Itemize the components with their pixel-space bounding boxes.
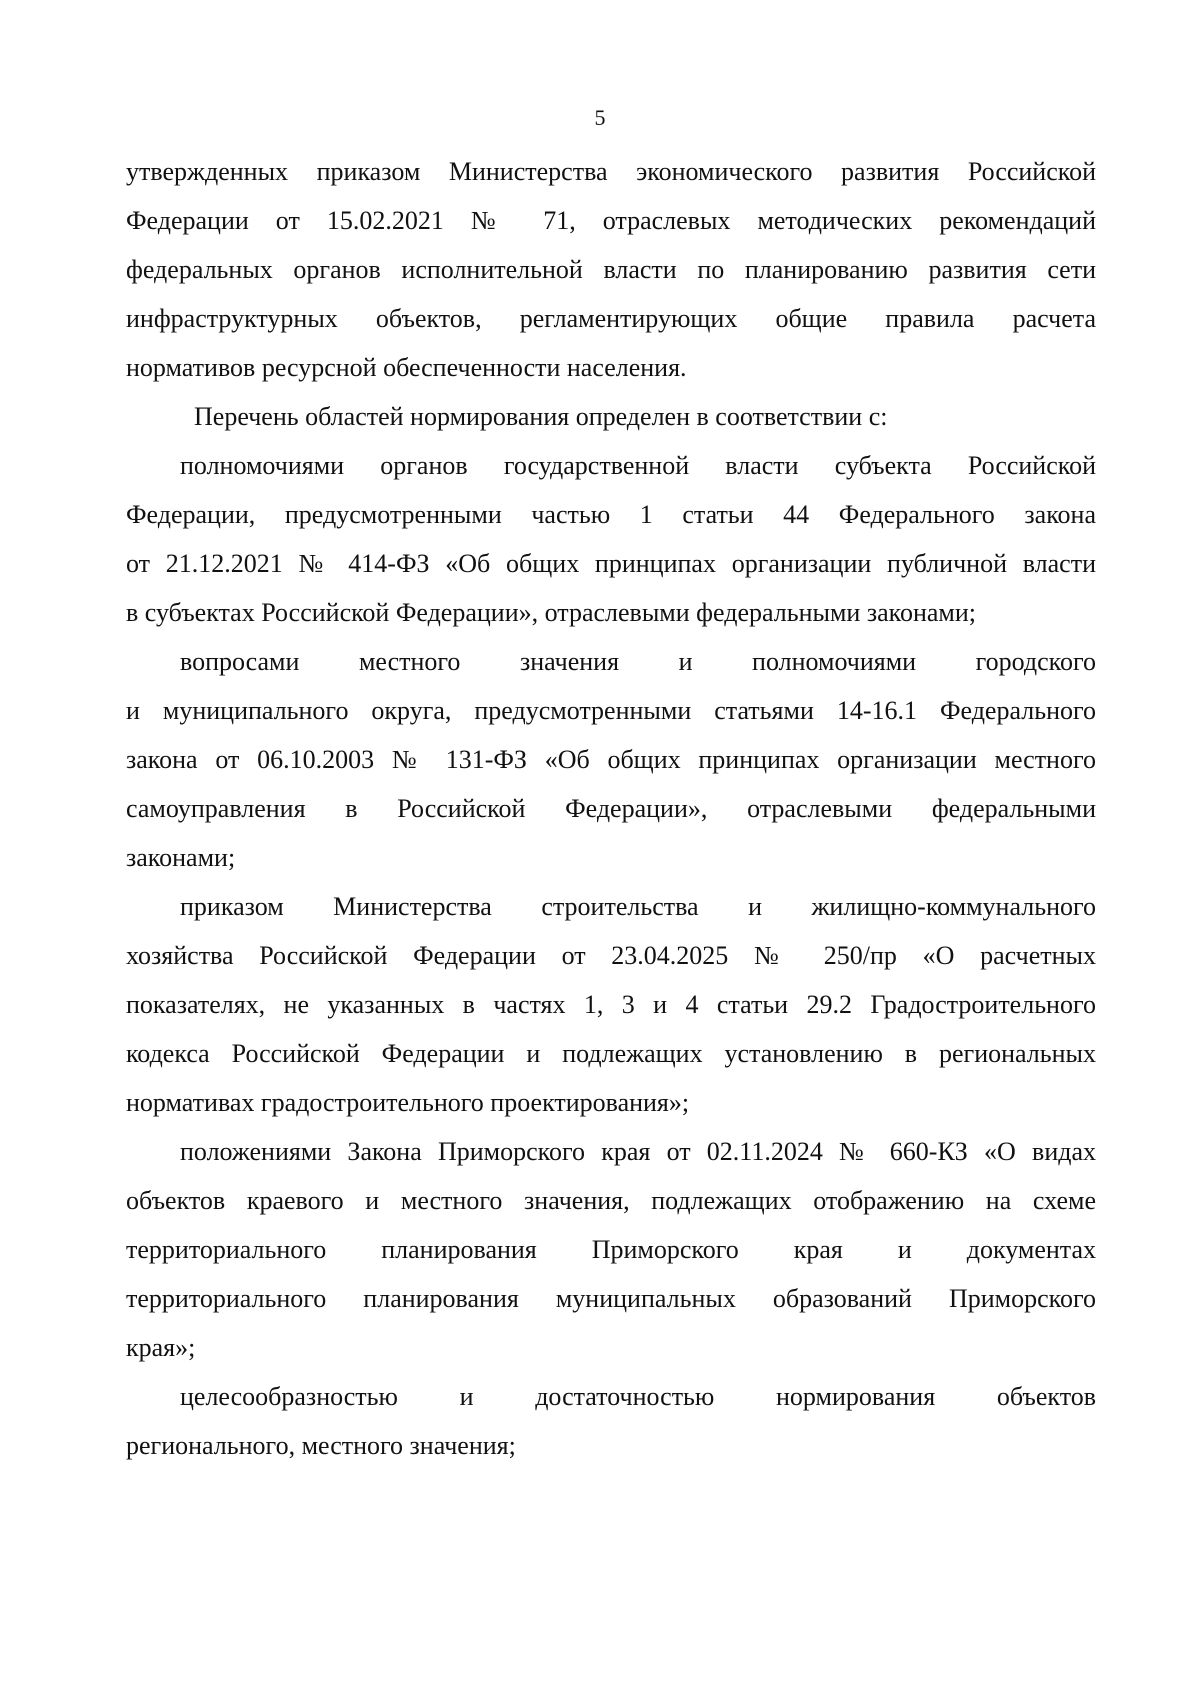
text-line: кодекса Российской Федерации и подлежащих установлению в региональных bbox=[126, 1039, 1096, 1068]
text-line: вопросами местного значения и полномочиями городского bbox=[180, 647, 1096, 676]
text-line: Федерации, предусмотренными частью 1 статьи 44 Федерального закона bbox=[126, 500, 1096, 529]
text-line: закона от 06.10.2003 № 131-ФЗ «Об общих принципах организации местного bbox=[126, 745, 1096, 774]
text-line: в субъектах Российской Федерации», отраслевыми федеральными законами; bbox=[126, 598, 977, 627]
page-number: 5 bbox=[594, 105, 606, 130]
text-line: территориального планирования Приморского края и документах bbox=[126, 1235, 1096, 1264]
text-line: самоуправления в Российской Федерации», отраслевыми федеральными bbox=[126, 794, 1096, 823]
text-line: показателях, не указанных в частях 1, 3 и 4 статьи 29.2 Градостроительного bbox=[126, 990, 1096, 1019]
text-line: нормативов ресурсной обеспеченности населения. bbox=[126, 353, 687, 382]
text-line: законами; bbox=[126, 843, 236, 872]
text-line: объектов краевого и местного значения, подлежащих отображению на схеме bbox=[126, 1186, 1096, 1215]
text-line: положениями Закона Приморского края от 02.11.2024 № 660-КЗ «О видах bbox=[180, 1137, 1096, 1166]
text-line: хозяйства Российской Федерации от 23.04.2025 № 250/пр «О расчетных bbox=[126, 941, 1096, 970]
text-line: нормативах градостроительного проектирования»; bbox=[126, 1088, 690, 1117]
text-line: приказом Министерства строительства и жилищно-коммунального bbox=[180, 892, 1096, 921]
text-line: регионального, местного значения; bbox=[126, 1431, 516, 1460]
text-line: инфраструктурных объектов, регламентирующих общие правила расчета bbox=[126, 304, 1096, 333]
text-line: полномочиями органов государственной власти субъекта Российской bbox=[180, 451, 1096, 480]
text-line: федеральных органов исполнительной власти по планированию развития сети bbox=[126, 255, 1096, 284]
paragraph-heading: Перечень областей нормирования определен в соответствии с: bbox=[194, 402, 888, 431]
text-line: от 21.12.2021 № 414-ФЗ «Об общих принципах организации публичной власти bbox=[126, 549, 1096, 578]
text-line: территориального планирования муниципальных образований Приморского bbox=[126, 1284, 1096, 1313]
text-line: Федерации от 15.02.2021 № 71, отраслевых методических рекомендаций bbox=[126, 206, 1096, 235]
text-line: целесообразностью и достаточностью нормирования объектов bbox=[180, 1382, 1096, 1411]
text-line: и муниципального округа, предусмотренными статьями 14-16.1 Федерального bbox=[126, 696, 1096, 725]
text-line: утвержденных приказом Министерства экономического развития Российской bbox=[126, 157, 1096, 186]
text-line: края»; bbox=[126, 1333, 196, 1362]
